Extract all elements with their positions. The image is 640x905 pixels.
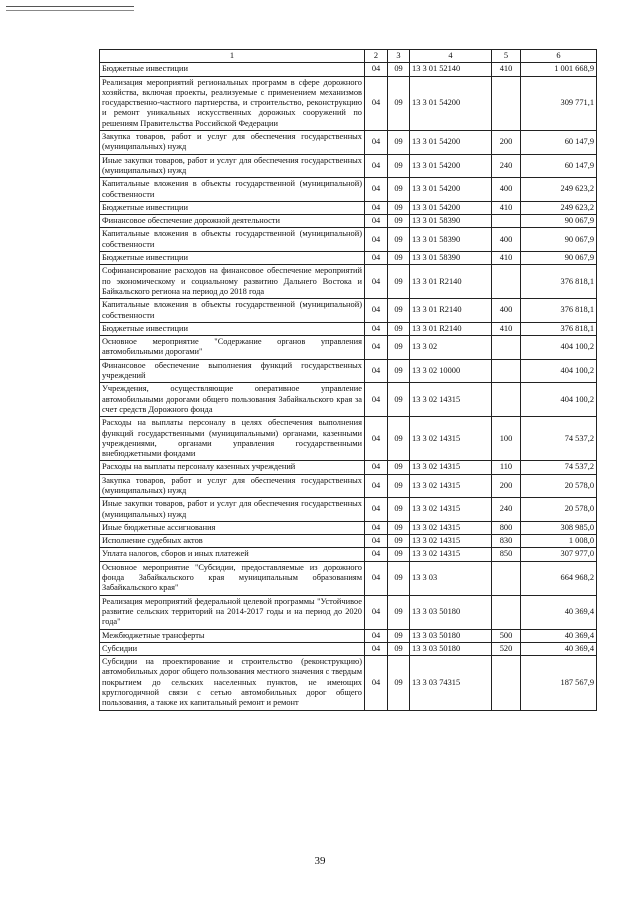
section-code: 04	[365, 63, 388, 76]
section-code: 04	[365, 265, 388, 299]
expense-type-code	[492, 215, 521, 228]
target-article-code: 13 3 02 14315	[410, 498, 492, 522]
row-description: Учреждения, осуществляющие оперативное управление автомобильными дорогами общего пользования Забайкальского края за счет средств Дорожного фонда	[100, 383, 365, 417]
target-article-code: 13 3 01 52140	[410, 63, 492, 76]
header-cell: 5	[492, 50, 521, 63]
row-description: Бюджетные инвестиции	[100, 63, 365, 76]
amount: 664 968,2	[521, 561, 597, 595]
expense-type-code	[492, 561, 521, 595]
section-code: 04	[365, 498, 388, 522]
expense-type-code: 520	[492, 642, 521, 655]
expense-type-code: 400	[492, 178, 521, 202]
section-code: 04	[365, 629, 388, 642]
expense-type-code: 240	[492, 498, 521, 522]
expense-type-code	[492, 265, 521, 299]
expense-type-code: 500	[492, 629, 521, 642]
table-row	[100, 383, 597, 417]
section-code: 04	[365, 299, 388, 323]
row-description: Закупка товаров, работ и услуг для обеспечения государственных (муниципальных) нужд	[100, 131, 365, 155]
expense-type-code	[492, 656, 521, 710]
expense-type-code	[492, 76, 521, 130]
table-row	[100, 642, 597, 655]
target-article-code: 13 3 02 14315	[410, 535, 492, 548]
table-row	[100, 595, 597, 629]
table-row	[100, 265, 597, 299]
target-article-code: 13 3 02 14315	[410, 548, 492, 561]
page-number: 39	[314, 855, 326, 867]
section-code: 04	[365, 595, 388, 629]
target-article-code: 13 3 01 58390	[410, 252, 492, 265]
section-code: 04	[365, 642, 388, 655]
section-code: 04	[365, 461, 388, 474]
target-article-code: 13 3 02 14315	[410, 474, 492, 498]
amount: 90 067,9	[521, 215, 597, 228]
target-article-code: 13 3 03 50180	[410, 595, 492, 629]
row-description: Капитальные вложения в объекты государственной (муниципальной) собственности	[100, 178, 365, 202]
table-row	[100, 336, 597, 360]
amount: 74 537,2	[521, 461, 597, 474]
target-article-code: 13 3 03 74315	[410, 656, 492, 710]
table-row	[100, 535, 597, 548]
table-row	[100, 656, 597, 710]
row-description: Реализация мероприятий федеральной целевой программы "Устойчивое развитие сельских территорий на 2014-2017 годы и на период до 2020 года"	[100, 595, 365, 629]
amount: 1 001 668,9	[521, 63, 597, 76]
row-description: Иные закупки товаров, работ и услуг для обеспечения государственных (муниципальных) нужд	[100, 498, 365, 522]
target-article-code: 13 3 01 54200	[410, 154, 492, 178]
expense-type-code: 110	[492, 461, 521, 474]
subsection-code: 09	[388, 383, 410, 417]
subsection-code: 09	[388, 656, 410, 710]
subsection-code: 09	[388, 535, 410, 548]
subsection-code: 09	[388, 131, 410, 155]
expense-type-code: 410	[492, 252, 521, 265]
amount: 376 818,1	[521, 265, 597, 299]
expense-type-code: 200	[492, 474, 521, 498]
row-description: Субсидии на проектирование и строительство (реконструкцию) автомобильных дорог общего пользования местного значения с твердым покрытием до сельских населенных пунктов, не имеющих круглогодичной связи с сетью автомобильных дорог общего пользования, а также их капитальный ремонт и ремонт	[100, 656, 365, 710]
row-description: Иные закупки товаров, работ и услуг для обеспечения государственных (муниципальных) нужд	[100, 154, 365, 178]
subsection-code: 09	[388, 548, 410, 561]
table-row	[100, 131, 597, 155]
expense-type-code: 410	[492, 322, 521, 335]
amount: 90 067,9	[521, 252, 597, 265]
amount: 249 623,2	[521, 201, 597, 214]
amount: 307 977,0	[521, 548, 597, 561]
target-article-code: 13 3 02 14315	[410, 461, 492, 474]
amount: 404 100,2	[521, 336, 597, 360]
subsection-code: 09	[388, 154, 410, 178]
row-description: Бюджетные инвестиции	[100, 201, 365, 214]
expense-type-code	[492, 595, 521, 629]
subsection-code: 09	[388, 595, 410, 629]
row-description: Исполнение судебных актов	[100, 535, 365, 548]
expense-type-code	[492, 336, 521, 360]
target-article-code: 13 3 01 R2140	[410, 265, 492, 299]
expense-type-code	[492, 359, 521, 383]
expense-type-code: 850	[492, 548, 521, 561]
amount: 309 771,1	[521, 76, 597, 130]
section-code: 04	[365, 252, 388, 265]
target-article-code: 13 3 01 54200	[410, 178, 492, 202]
table-row	[100, 201, 597, 214]
subsection-code: 09	[388, 629, 410, 642]
target-article-code: 13 3 02 10000	[410, 359, 492, 383]
section-code: 04	[365, 201, 388, 214]
table-row	[100, 299, 597, 323]
header-cell: 2	[365, 50, 388, 63]
amount: 40 369,4	[521, 642, 597, 655]
amount: 74 537,2	[521, 417, 597, 461]
row-description: Капитальные вложения в объекты государственной (муниципальной) собственности	[100, 299, 365, 323]
expense-type-code: 800	[492, 521, 521, 534]
expense-type-code: 400	[492, 228, 521, 252]
target-article-code: 13 3 02 14315	[410, 417, 492, 461]
section-code: 04	[365, 322, 388, 335]
amount: 1 008,0	[521, 535, 597, 548]
subsection-code: 09	[388, 474, 410, 498]
section-code: 04	[365, 336, 388, 360]
row-description: Бюджетные инвестиции	[100, 252, 365, 265]
amount: 40 369,4	[521, 629, 597, 642]
section-code: 04	[365, 76, 388, 130]
section-code: 04	[365, 154, 388, 178]
table-row	[100, 461, 597, 474]
expense-type-code: 400	[492, 299, 521, 323]
table-row	[100, 215, 597, 228]
table-row	[100, 322, 597, 335]
row-description: Расходы на выплаты персоналу казенных учреждений	[100, 461, 365, 474]
table-row	[100, 178, 597, 202]
subsection-code: 09	[388, 521, 410, 534]
subsection-code: 09	[388, 265, 410, 299]
table-row	[100, 417, 597, 461]
table-row	[100, 498, 597, 522]
subsection-code: 09	[388, 561, 410, 595]
table-row	[100, 228, 597, 252]
target-article-code: 13 3 01 R2140	[410, 299, 492, 323]
row-description: Бюджетные инвестиции	[100, 322, 365, 335]
row-description: Основное мероприятие "Содержание органов управления автомобильными дорогами"	[100, 336, 365, 360]
amount: 249 623,2	[521, 178, 597, 202]
table-row	[100, 359, 597, 383]
amount: 60 147,9	[521, 154, 597, 178]
subsection-code: 09	[388, 76, 410, 130]
target-article-code: 13 3 01 R2140	[410, 322, 492, 335]
subsection-code: 09	[388, 322, 410, 335]
section-code: 04	[365, 417, 388, 461]
row-description: Закупка товаров, работ и услуг для обеспечения государственных (муниципальных) нужд	[100, 474, 365, 498]
expense-type-code: 410	[492, 201, 521, 214]
row-description: Уплата налогов, сборов и иных платежей	[100, 548, 365, 561]
section-code: 04	[365, 215, 388, 228]
amount: 376 818,1	[521, 299, 597, 323]
section-code: 04	[365, 359, 388, 383]
section-code: 04	[365, 178, 388, 202]
subsection-code: 09	[388, 178, 410, 202]
row-description: Софинансирование расходов на финансовое обеспечение мероприятий по экономическому и социальному развитию Дальнего Востока и Байкальского региона на период до 2018 года	[100, 265, 365, 299]
row-description: Основное мероприятие "Субсидии, предоставляемые из дорожного фонда Забайкальского края муниципальным образованиям Забайкальского края"	[100, 561, 365, 595]
target-article-code: 13 3 01 54200	[410, 76, 492, 130]
target-article-code: 13 3 02 14315	[410, 521, 492, 534]
target-article-code: 13 3 03 50180	[410, 629, 492, 642]
budget-table	[99, 49, 597, 711]
subsection-code: 09	[388, 498, 410, 522]
subsection-code: 09	[388, 228, 410, 252]
target-article-code: 13 3 02 14315	[410, 383, 492, 417]
table-row	[100, 154, 597, 178]
table-row	[100, 629, 597, 642]
row-description: Межбюджетные трансферты	[100, 629, 365, 642]
target-article-code: 13 3 01 58390	[410, 228, 492, 252]
subsection-code: 09	[388, 642, 410, 655]
header-cell: 4	[410, 50, 492, 63]
amount: 376 818,1	[521, 322, 597, 335]
table-row	[100, 561, 597, 595]
section-code: 04	[365, 474, 388, 498]
expense-type-code: 100	[492, 417, 521, 461]
amount: 60 147,9	[521, 131, 597, 155]
header-cell: 3	[388, 50, 410, 63]
expense-type-code: 240	[492, 154, 521, 178]
row-description: Расходы на выплаты персоналу в целях обеспечения выполнения функций государственными (муниципальными) органами, казенными учреждениями, органами управления государственными внебюджетными фондами	[100, 417, 365, 461]
section-code: 04	[365, 656, 388, 710]
section-code: 04	[365, 548, 388, 561]
target-article-code: 13 3 03 50180	[410, 642, 492, 655]
amount: 187 567,9	[521, 656, 597, 710]
amount: 90 067,9	[521, 228, 597, 252]
target-article-code: 13 3 02	[410, 336, 492, 360]
section-code: 04	[365, 131, 388, 155]
amount: 308 985,0	[521, 521, 597, 534]
expense-type-code: 830	[492, 535, 521, 548]
amount: 404 100,2	[521, 383, 597, 417]
table-row	[100, 63, 597, 76]
target-article-code: 13 3 01 58390	[410, 215, 492, 228]
row-description: Капитальные вложения в объекты государственной (муниципальной) собственности	[100, 228, 365, 252]
table-row	[100, 252, 597, 265]
section-code: 04	[365, 383, 388, 417]
subsection-code: 09	[388, 252, 410, 265]
target-article-code: 13 3 03	[410, 561, 492, 595]
section-code: 04	[365, 561, 388, 595]
subsection-code: 09	[388, 299, 410, 323]
row-description: Реализация мероприятий региональных программ в сфере дорожного хозяйства, включая проекты, реализуемые с применением механизмов государственно-частного партнерства, и строительство, реконструкцию и ремонт уникальных искусственных дорожных сооружений по решениям Правительства Российской Федерации	[100, 76, 365, 130]
row-description: Субсидии	[100, 642, 365, 655]
expense-type-code: 410	[492, 63, 521, 76]
target-article-code: 13 3 01 54200	[410, 131, 492, 155]
section-code: 04	[365, 521, 388, 534]
table-row	[100, 548, 597, 561]
row-description: Финансовое обеспечение дорожной деятельности	[100, 215, 365, 228]
subsection-code: 09	[388, 63, 410, 76]
expense-type-code	[492, 383, 521, 417]
amount: 40 369,4	[521, 595, 597, 629]
subsection-code: 09	[388, 417, 410, 461]
amount: 20 578,0	[521, 474, 597, 498]
target-article-code: 13 3 01 54200	[410, 201, 492, 214]
section-code: 04	[365, 228, 388, 252]
subsection-code: 09	[388, 359, 410, 383]
subsection-code: 09	[388, 215, 410, 228]
subsection-code: 09	[388, 201, 410, 214]
subsection-code: 09	[388, 461, 410, 474]
table-row	[100, 76, 597, 130]
amount: 20 578,0	[521, 498, 597, 522]
subsection-code: 09	[388, 336, 410, 360]
table-row	[100, 521, 597, 534]
table-header-row	[100, 50, 597, 63]
scan-edge-mark	[6, 6, 134, 15]
header-cell: 1	[100, 50, 365, 63]
header-cell: 6	[521, 50, 597, 63]
row-description: Финансовое обеспечение выполнения функций государственных учреждений	[100, 359, 365, 383]
row-description: Иные бюджетные ассигнования	[100, 521, 365, 534]
amount: 404 100,2	[521, 359, 597, 383]
table-row	[100, 474, 597, 498]
section-code: 04	[365, 535, 388, 548]
expense-type-code: 200	[492, 131, 521, 155]
